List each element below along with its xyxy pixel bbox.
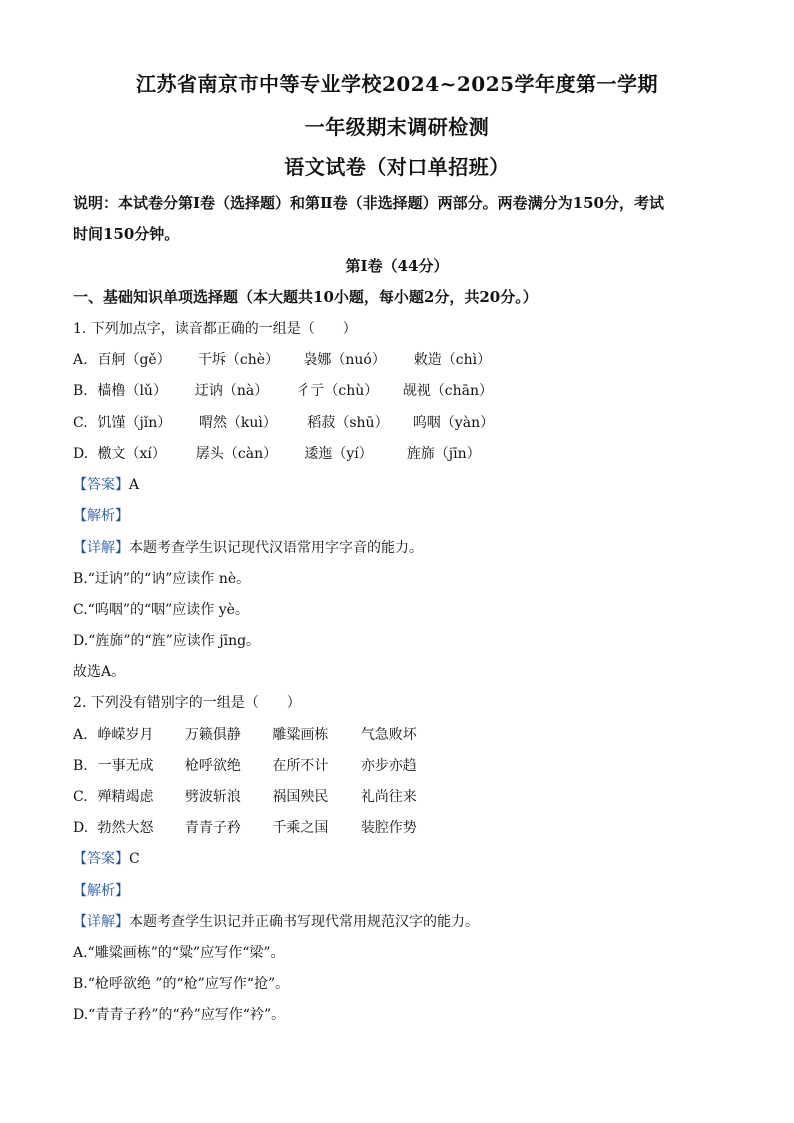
option-label: D. (73, 820, 89, 836)
option-item: 殚精竭虑 (97, 789, 154, 805)
detail-text: 本题考查学生识记现代汉语常用字字音的能力。 (129, 540, 423, 556)
q1-conclusion: 故选A。 (73, 664, 126, 680)
q2-explanation-a: A.“雕粱画栋”的“粱”应写作“梁”。 (73, 945, 285, 961)
option-item: 雕粱画栋 (272, 727, 329, 743)
option-item: 万籁俱静 (184, 727, 241, 743)
option-item: 祸国殃民 (272, 789, 329, 805)
option-item: 逶迤（yí） (304, 446, 373, 462)
option-item: 彳亍（chù） (296, 383, 379, 399)
q1-option-b (73, 380, 493, 400)
q2-option-c (73, 786, 417, 806)
option-label: B. (73, 383, 88, 399)
option-item: 在所不计 (272, 758, 329, 774)
option-label: D. (73, 446, 89, 462)
answer-value: C (129, 851, 140, 867)
option-item: 千乘之国 (272, 820, 329, 836)
option-item: 青青子矜 (184, 820, 241, 836)
q2-explanation-b: B.“枪呼欲绝 ”的“枪”应写作“抢”。 (73, 976, 290, 992)
option-label: B. (73, 758, 88, 774)
note-line-1: 说明：本试卷分第Ⅰ卷（选择题）和第Ⅱ卷（非选择题）两部分。两卷满分为150分，考试 (73, 194, 664, 212)
option-item: 亦步亦趋 (360, 758, 417, 774)
q2-option-b (73, 755, 417, 775)
detail-tag: 【详解】 (73, 914, 129, 930)
option-item: 一事无成 (97, 758, 154, 774)
q1-analysis-tag: 【解析】 (73, 508, 129, 524)
option-item: 旌旆（jīn） (406, 446, 481, 462)
option-label: C. (73, 415, 88, 431)
q2-stem: 2. 下列没有错别字的一组是（ ） (73, 695, 301, 711)
title-subject: 语文试卷（对口单招班） (284, 155, 510, 179)
q1-answer (73, 474, 139, 494)
option-item: 勃然大怒 (97, 820, 154, 836)
answer-value: A (129, 477, 140, 493)
q2-analysis-tag: 【解析】 (73, 883, 129, 899)
q1-option-c (73, 412, 494, 432)
option-item: 峥嵘岁月 (97, 727, 154, 743)
option-item: 迂讷（nà） (194, 383, 269, 399)
option-label: C. (73, 789, 88, 805)
note-line-2: 时间150分钟。 (73, 225, 180, 243)
option-item: 礼尚往来 (360, 789, 417, 805)
section-heading: 一、基础知识单项选择题（本大题共10小题，每小题2分，共20分。） (73, 288, 538, 306)
part-heading: 第Ⅰ卷（44分） (345, 257, 449, 275)
q2-answer (73, 848, 140, 868)
q2-detail (73, 911, 479, 931)
option-item: 樯橹（lǔ） (97, 383, 167, 399)
option-item: 敕造（chì） (413, 352, 492, 368)
q1-explanation-c: C.“呜咽”的“咽”应读作 yè。 (73, 602, 249, 618)
q2-explanation-d: D.“青青子矜”的“矜”应写作“衿”。 (73, 1007, 286, 1023)
option-item: 百舸（gě） (97, 352, 171, 368)
option-item: 稻菽（shū） (307, 415, 389, 431)
q2-option-a (73, 724, 417, 744)
option-item: 劈波斩浪 (184, 789, 241, 805)
title-school: 江苏省南京市中等专业学校2024~2025学年度第一学期 (135, 72, 659, 96)
q1-option-a (73, 349, 491, 369)
option-item: 喟然（kuì） (198, 415, 277, 431)
option-item: 觇视（chān） (402, 383, 494, 399)
answer-tag: 【答案】 (73, 477, 129, 493)
option-label: A. (73, 352, 88, 368)
q1-explanation-d: D.“旌旆”的“旌”应读作 jīng。 (73, 633, 261, 649)
title-exam: 一年级期末调研检测 (304, 115, 490, 139)
option-item: 孱头（càn） (195, 446, 278, 462)
option-label: A. (73, 727, 88, 743)
option-item: 檄文（xí） (97, 446, 166, 462)
q1-explanation-b: B.“迂讷”的“讷”应读作 nè。 (73, 571, 251, 587)
option-item: 气急败坏 (360, 727, 417, 743)
answer-tag: 【答案】 (73, 851, 129, 867)
option-item: 干坼（chè） (197, 352, 280, 368)
q1-stem: 1. 下列加点字，读音都正确的一组是（ ） (73, 321, 357, 337)
option-item: 饥馑（jǐn） (97, 415, 172, 431)
q1-detail (73, 537, 423, 557)
option-item: 枪呼欲绝 (184, 758, 241, 774)
detail-tag: 【详解】 (73, 540, 129, 556)
option-item: 袅娜（nuó） (303, 352, 386, 368)
q2-option-d (73, 817, 417, 837)
option-item: 呜咽（yàn） (412, 415, 495, 431)
detail-text: 本题考查学生识记并正确书写现代常用规范汉字的能力。 (129, 914, 479, 930)
option-item: 装腔作势 (360, 820, 417, 836)
q1-option-d (73, 443, 481, 463)
